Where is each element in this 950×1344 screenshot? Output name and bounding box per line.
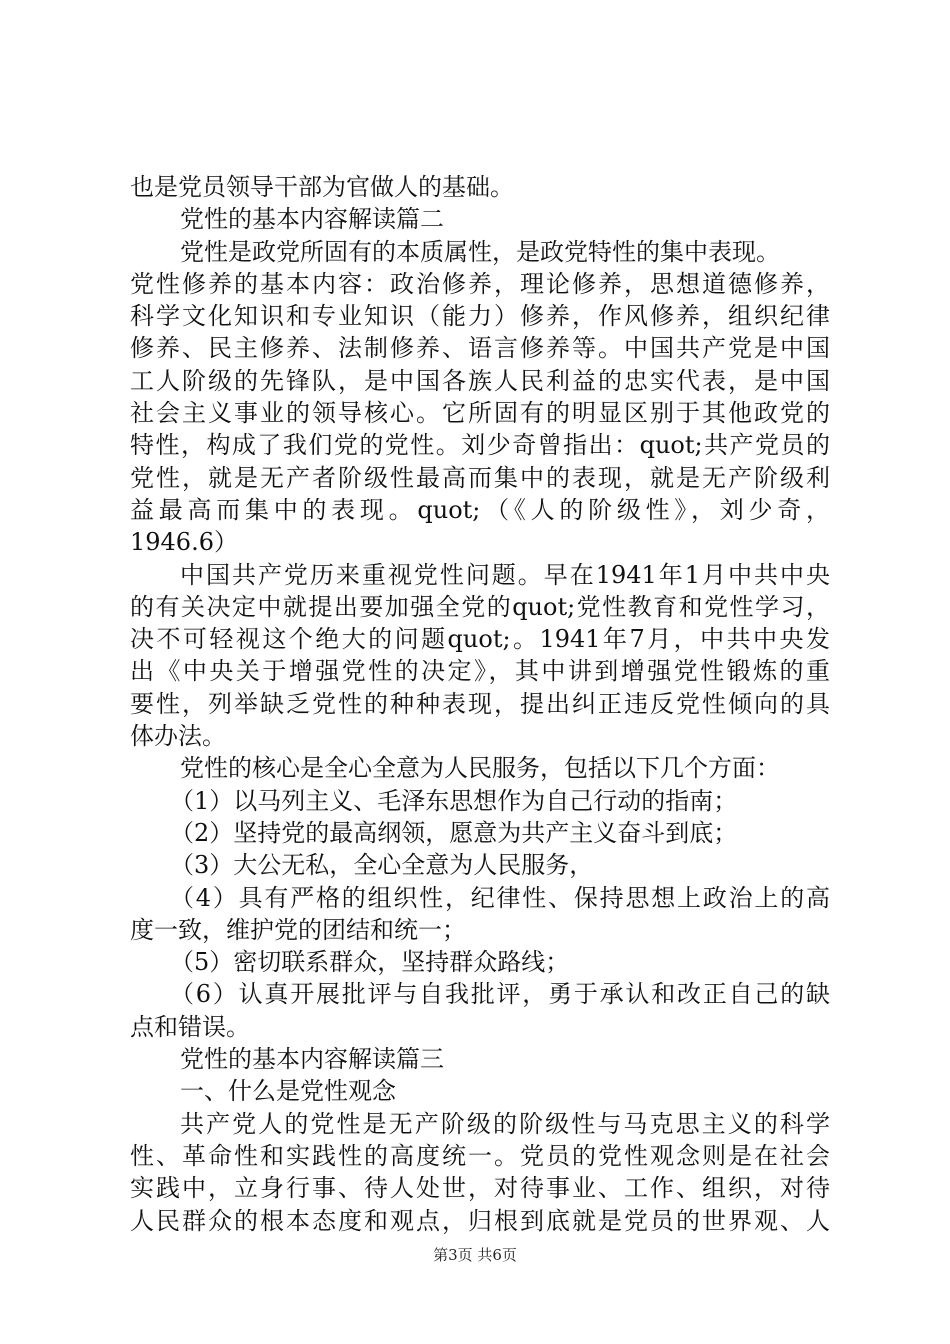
text-line: 1946.6） <box>130 528 238 557</box>
list-item: （5）密切联系群众，坚持群众路线； <box>170 948 570 977</box>
section-heading: 党性的基本内容解读篇二 <box>180 205 444 234</box>
text-line: 益最高而集中的表现。quot;（《人的阶级性》，刘少奇， <box>130 495 830 524</box>
text-line: 工人阶级的先锋队，是中国各族人民利益的忠实代表，是中国 <box>130 366 830 395</box>
text-line: 党性修养的基本内容：政治修养，理论修养，思想道德修养， <box>130 269 830 298</box>
text-line: 决不可轻视这个绝大的问题quot;。1941年7月，中共中央发 <box>130 625 830 654</box>
text-line: 出《中央关于增强党性的决定》，其中讲到增强党性锻炼的重 <box>130 657 830 686</box>
text-line: 的有关决定中就提出要加强全党的quot;党性教育和党性学习， <box>130 592 830 621</box>
text-line: 人民群众的根本态度和观点，归根到底就是党员的世界观、人 <box>130 1206 830 1235</box>
section-heading: 党性的基本内容解读篇三 <box>180 1045 444 1074</box>
subsection-heading: 一、什么是党性观念 <box>180 1077 396 1106</box>
list-item-continuation: 度一致，维护党的团结和统一； <box>130 915 466 944</box>
text-line: 性、革命性和实践性的高度统一。党员的党性观念则是在社会 <box>130 1141 830 1170</box>
list-item: （6）认真开展批评与自我批评，勇于承认和改正自己的缺 <box>170 980 830 1009</box>
list-item-continuation: 点和错误。 <box>130 1012 250 1041</box>
list-item: （1）以马列主义、毛泽东思想作为自己行动的指南； <box>170 786 738 815</box>
text-line: 中国共产党历来重视党性问题。早在1941年1月中共中央 <box>180 560 830 589</box>
text-line: 社会主义事业的领导核心。它所固有的明显区别于其他政党的 <box>130 399 830 428</box>
text-line: 科学文化知识和专业知识（能力）修养，作风修养，组织纪律 <box>130 302 830 331</box>
text-line: 修养、民主修养、法制修养、语言修养等。中国共产党是中国 <box>130 334 830 363</box>
text-line: 共产党人的党性是无产阶级的阶级性与马克思主义的科学 <box>180 1109 830 1138</box>
page-number: 第3页 共6页 <box>433 1246 517 1264</box>
text-line: 也是党员领导干部为官做人的基础。 <box>130 173 514 201</box>
list-item: （3）大公无私，全心全意为人民服务， <box>170 851 594 880</box>
text-line: 党性，就是无产者阶级性最高而集中的表现，就是无产阶级利 <box>130 463 830 492</box>
text-line: 党性的核心是全心全意为人民服务，包括以下几个方面： <box>180 754 780 783</box>
body-text <box>130 171 830 1237</box>
text-line: 特性，构成了我们党的党性。刘少奇曾指出：quot;共产党员的 <box>130 431 830 460</box>
list-item: （2）坚持党的最高纲领，愿意为共产主义奋斗到底； <box>170 818 738 847</box>
text-line: 实践中，立身行事、待人处世，对待事业、工作、组织，对待 <box>130 1174 830 1203</box>
text-line: 体办法。 <box>130 722 226 751</box>
text-line: 要性，列举缺乏党性的种种表现，提出纠正违反党性倾向的具 <box>130 689 830 718</box>
text-line: 党性是政党所固有的本质属性，是政党特性的集中表现。 <box>180 237 780 266</box>
list-item: （4）具有严格的组织性，纪律性、保持思想上政治上的高 <box>170 883 830 912</box>
